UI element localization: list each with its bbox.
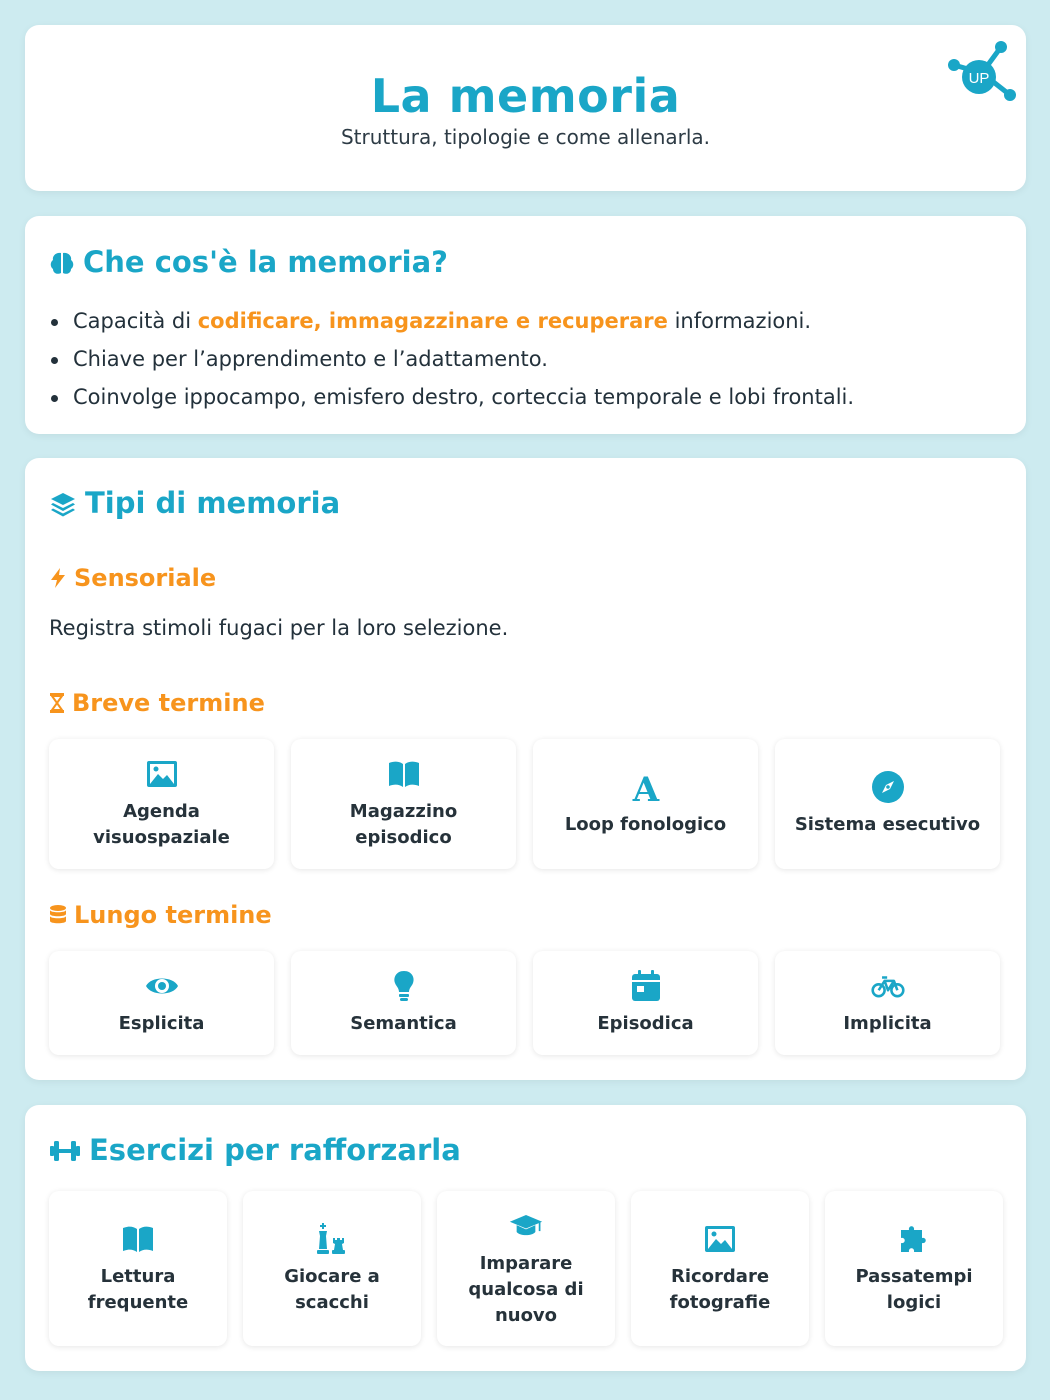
tile-esplicita: Esplicita — [49, 951, 274, 1055]
compass-icon — [871, 770, 905, 804]
breve-termine-heading: Breve termine — [49, 691, 265, 715]
sensoriale-description: Registra stimoli fugaci per la loro selezione. — [49, 616, 509, 640]
tile-ricordare-fotografie: Ricordare fotografie — [631, 1191, 809, 1346]
lightbulb-icon — [387, 969, 421, 1003]
database-icon — [49, 904, 67, 926]
lungo-termine-heading: Lungo termine — [49, 903, 272, 927]
hourglass-icon — [49, 692, 65, 714]
definition-heading: Che cos'è la memoria? — [49, 248, 448, 277]
tile-semantica: Semantica — [291, 951, 516, 1055]
definition-card — [25, 216, 1026, 434]
exercises-grid — [49, 1191, 1003, 1346]
tile-episodica: Episodica — [533, 951, 758, 1055]
list-item: Chiave per l’apprendimento e l’adattamento. — [49, 340, 854, 378]
svg-text:A: A — [632, 770, 659, 804]
calendar-icon — [629, 969, 663, 1003]
letter-a-icon — [629, 770, 663, 804]
tile-lettura-frequente: Lettura frequente — [49, 1191, 227, 1346]
list-item: Capacità di codificare, immagazzinare e recuperare informazioni. — [49, 302, 854, 340]
eye-icon — [145, 969, 179, 1003]
tile-passatempi-logici: Passatempi logici — [825, 1191, 1003, 1346]
types-heading: Tipi di memoria — [49, 489, 340, 518]
tile-magazzino-episodico: Magazzino episodico — [291, 739, 516, 869]
graduation-cap-icon — [509, 1209, 543, 1243]
exercises-card — [25, 1105, 1026, 1371]
image-icon — [145, 757, 179, 791]
image-icon — [703, 1222, 737, 1256]
breve-termine-grid — [49, 739, 1000, 869]
brain-icon — [49, 250, 75, 276]
list-item: Coinvolge ippocampo, emisfero destro, corteccia temporale e lobi frontali. — [49, 378, 854, 416]
book-open-icon — [121, 1222, 155, 1256]
page-subtitle: Struttura, tipologie e come allenarla. — [340, 125, 711, 149]
logo-icon — [948, 33, 1016, 101]
bicycle-icon — [871, 969, 905, 1003]
definition-list — [49, 302, 854, 416]
tile-giocare-a-scacchi: Giocare a scacchi — [243, 1191, 421, 1346]
layers-icon — [49, 490, 77, 518]
dumbbell-icon — [49, 1138, 81, 1164]
book-open-icon — [387, 757, 421, 791]
tile-sistema-esecutivo: Sistema esecutivo — [775, 739, 1000, 869]
chess-icon — [315, 1222, 349, 1256]
page-title: La memoria — [370, 69, 681, 123]
tile-agenda-visuospaziale: Agenda visuospaziale — [49, 739, 274, 869]
types-card — [25, 458, 1026, 1080]
svg-text:UP: UP — [968, 70, 990, 87]
tile-loop-fonologico: A Loop fonologico — [533, 739, 758, 869]
puzzle-icon — [897, 1222, 931, 1256]
lungo-termine-grid — [49, 951, 1000, 1055]
exercises-heading: Esercizi per rafforzarla — [49, 1136, 461, 1165]
sensoriale-heading: Sensoriale — [49, 566, 216, 590]
bolt-icon — [49, 567, 67, 589]
header-card — [25, 25, 1026, 191]
tile-imparare-qualcosa-di-nuovo: Imparare qualcosa di nuovo — [437, 1191, 615, 1346]
tile-implicita: Implicita — [775, 951, 1000, 1055]
